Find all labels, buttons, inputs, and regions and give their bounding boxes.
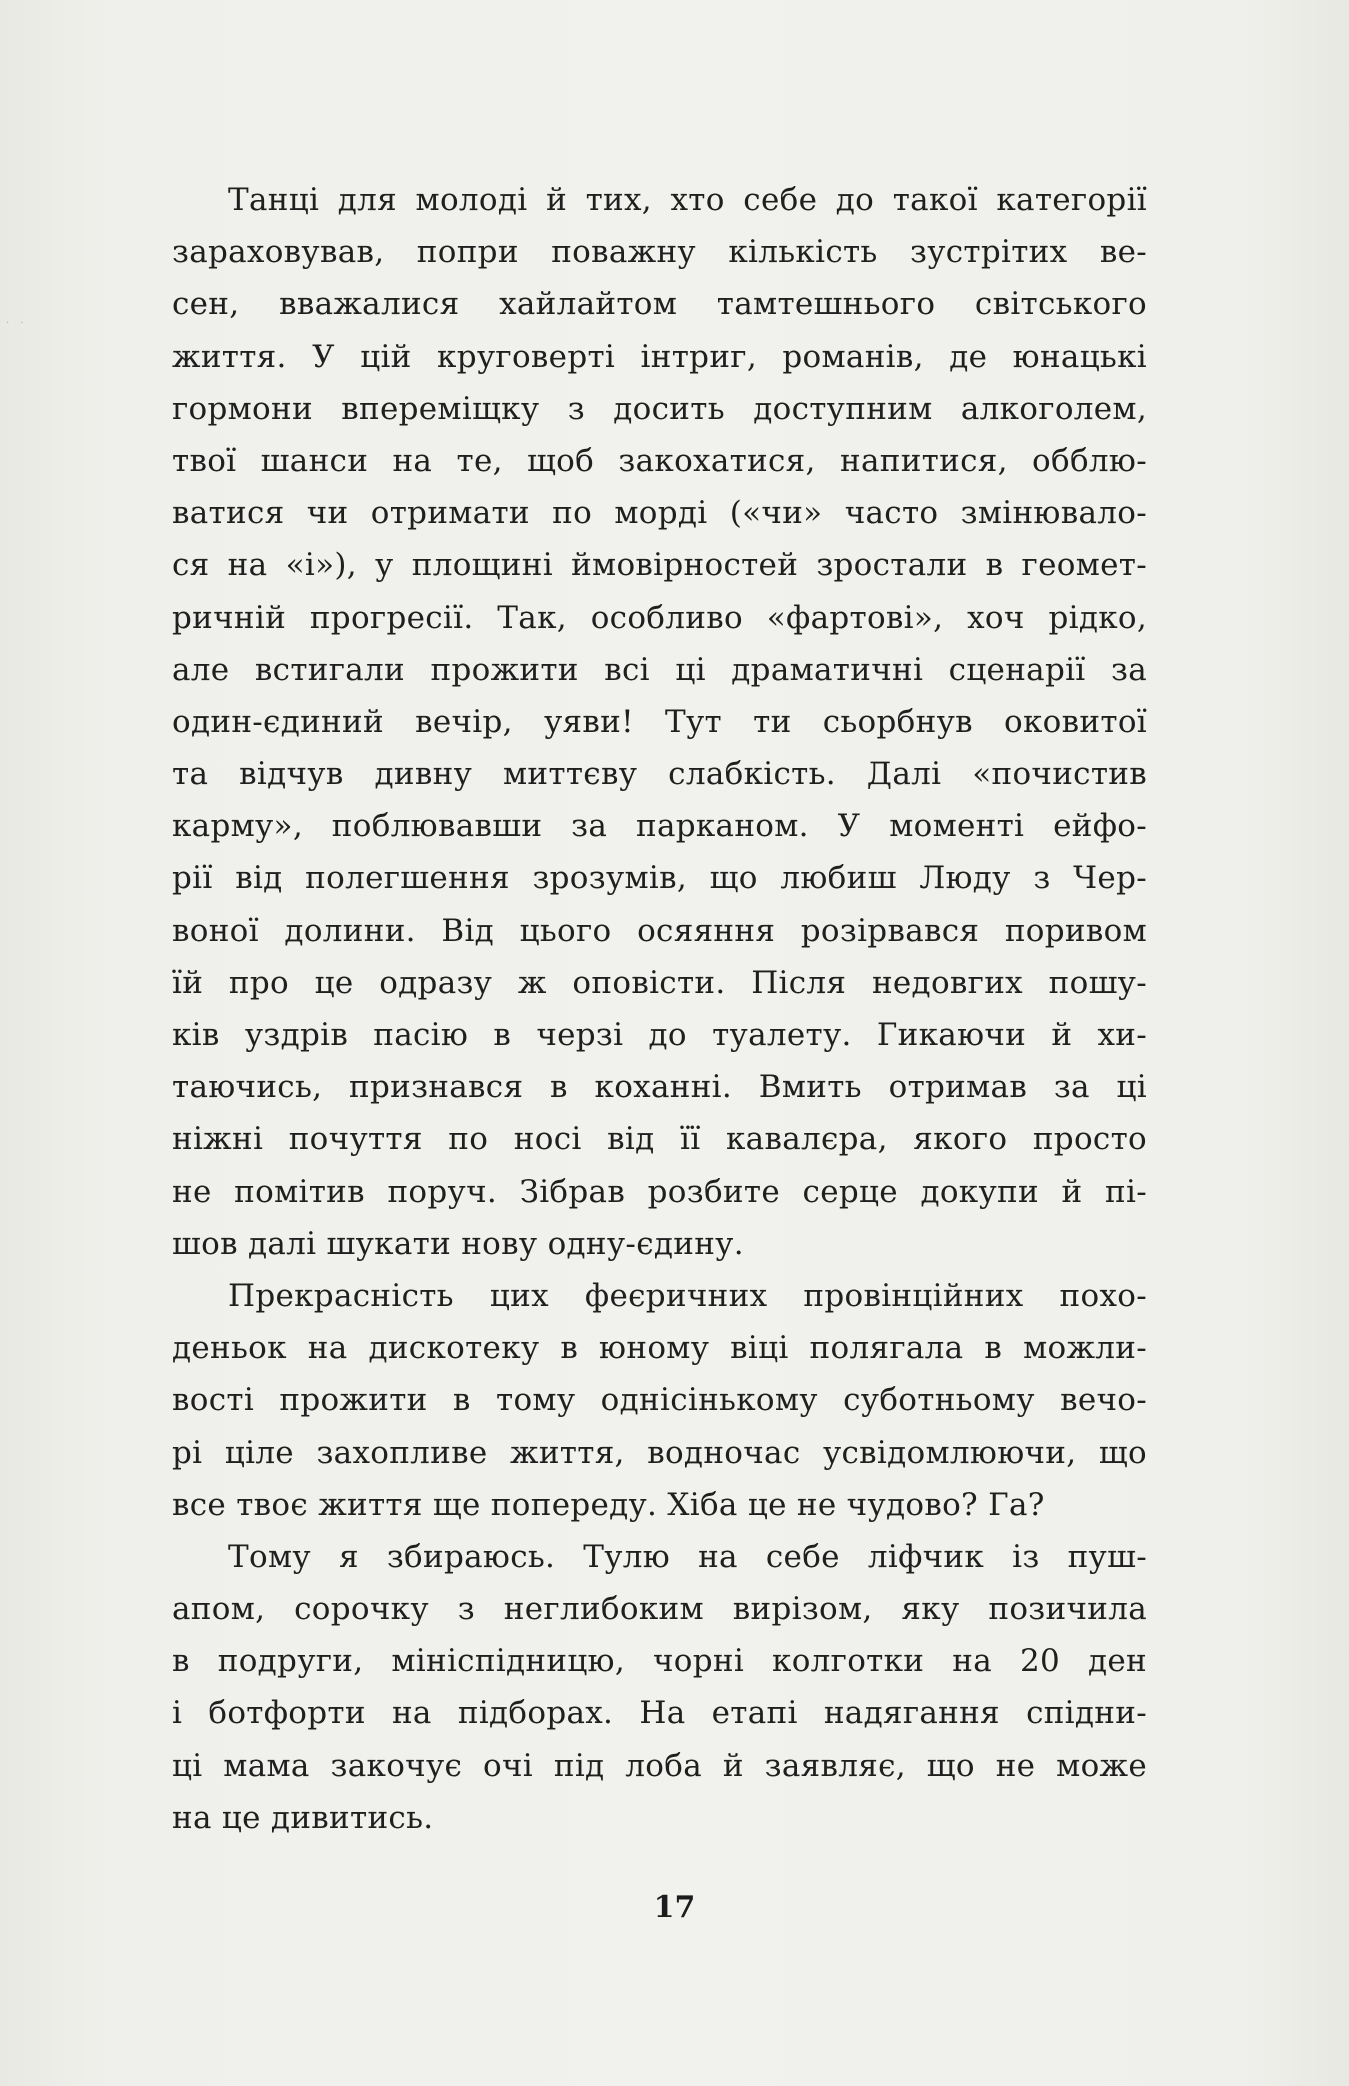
text-line: карму», поблювавши за парканом. У моменті ейфо- [172,808,1147,845]
page-number: 17 [653,1890,696,1925]
text-line: та відчув дивну миттєву слабкість. Далі «почистив [172,756,1147,793]
text-line: Танці для молоді й тих, хто себе до такої категорії [228,182,1147,218]
text-line: ватися чи отримати по морді («чи» часто змінювало- [172,495,1147,532]
text-line: рії від полегшення зрозумів, що любиш Люду з Чер- [172,860,1147,897]
text-line: не помітив поруч. Зібрав розбите серце докупи й пі- [172,1173,1147,1210]
text-line: ніжні почуття по носі від її кавалєра, якого просто [172,1121,1147,1158]
text-line: воної долини. Від цього осяяння розірвався поривом [172,912,1147,949]
text-line: сен, вважалися хайлайтом тамтешнього світського [172,286,1147,323]
text-line: шов далі шукати нову одну-єдину. [172,1225,744,1262]
text-line: ся на «і»), у площині ймовірностей зростали в геомет- [172,547,1147,584]
text-line: але встигали прожити всі ці драматичні сценарії за [172,651,1147,688]
text-line: ці мама закочує очі під лоба й заявляє, що не може [172,1747,1147,1784]
text-line: гормони впереміщку з досить доступним алкоголем, [172,390,1147,427]
text-line: Тому я збираюсь. Тулю на себе ліфчик із пуш- [228,1538,1147,1575]
text-line: зараховував, попри поважну кількість зустрітих ве- [172,234,1147,271]
body-text [172,174,1147,1844]
text-line: в подруги, мініспідницю, чорні колготки на 20 ден [172,1643,1147,1680]
text-line: життя. У цій круговерті інтриг, романів, де юнацькі [172,338,1147,375]
text-line: ків уздрів пасію в черзі до туалету. Гикаючи й хи- [172,1017,1147,1053]
text-line: рі ціле захопливе життя, водночас усвідомлюючи, що [172,1434,1147,1471]
text-line: таючись, признався в коханні. Вмить отримав за ці [172,1069,1147,1106]
text-line: один-єдиний вечір, уяви! Тут ти сьорбнув оковитої [172,703,1147,740]
text-line: на це дивитись. [172,1799,434,1836]
text-line: вості прожити в тому однісінькому суботньому вечо- [172,1382,1147,1419]
text-line: деньок на дискотеку в юному віці полягала в можли- [172,1330,1147,1367]
text-line: апом, сорочку з неглибоким вирізом, яку позичила [172,1591,1147,1628]
text-line: твої шанси на те, щоб закохатися, напитися, обблю- [172,442,1147,479]
text-line: і ботфорти на підборах. На етапі надягання спідни- [172,1695,1147,1732]
text-line: ричній прогресії. Так, особливо «фартові», хоч рідко, [172,599,1147,636]
margin-specks: · · [6,318,28,329]
text-line: Прекрасність цих феєричних провінційних похо- [228,1277,1147,1314]
text-line: все твоє життя ще попереду. Хіба це не чудово? Га? [172,1486,1045,1523]
text-line: їй про це одразу ж оповісти. Після недовгих пошу- [172,964,1147,1001]
